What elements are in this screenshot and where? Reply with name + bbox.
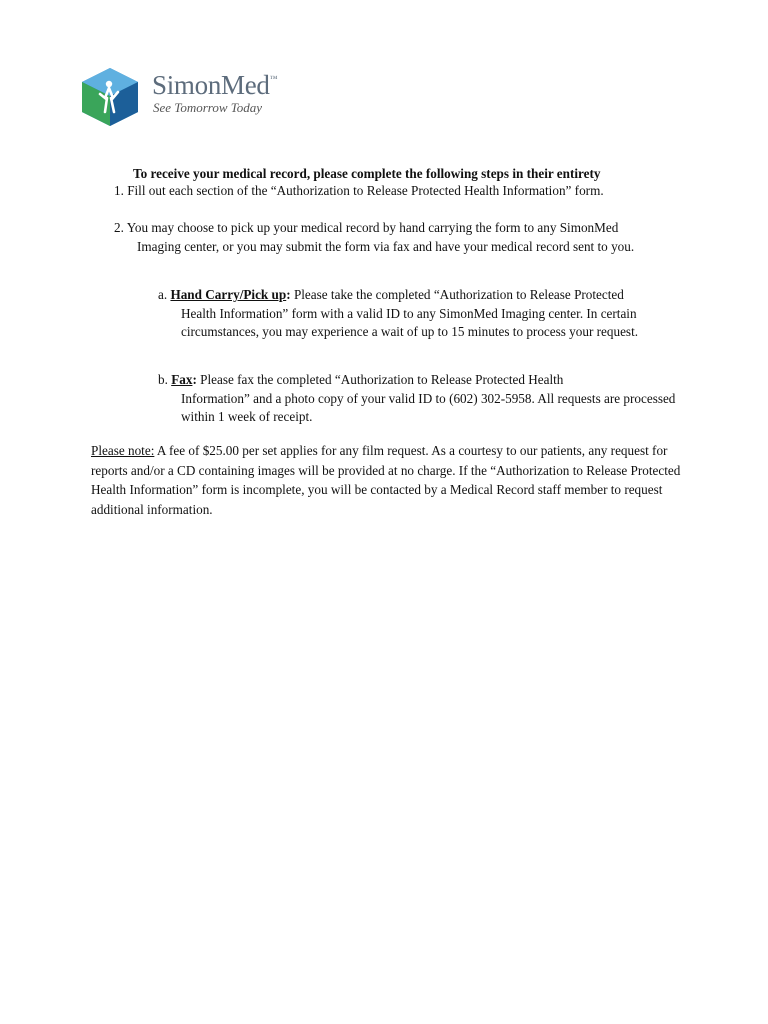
substep-a (158, 286, 682, 342)
step-1-marker: 1. (114, 183, 124, 198)
step-2 (114, 219, 674, 256)
substep-b-marker: b. (158, 372, 168, 387)
substep-b (158, 371, 682, 427)
step-2-line1: You may choose to pick up your medical record by hand carrying the form to any SimonMed (126, 220, 619, 235)
substep-b-line1: Please fax the completed “Authorization to Release Protected Health (196, 372, 564, 387)
substep-b-rest: Information” and a photo copy of your valid ID to (602) 302-5958. All requests are processed within 1 week of receipt. (181, 390, 676, 424)
step-1-text: Fill out each section of the “Authorization to Release Protected Health Information” form. (127, 183, 604, 198)
note-label: Please note: (91, 443, 155, 458)
logo-tagline: See Tomorrow Today (153, 100, 263, 115)
substep-a-rest: Health Information” form with a valid ID to any SimonMed Imaging center. In certain circumstances, you may experience a wait of up to 15 minutes to process your request. (181, 305, 639, 339)
step-2-rest: Imaging center, or you may submit the form via fax and have your medical record sent to you. (137, 238, 635, 254)
substep-a-label: Hand Carry/Pick up (170, 287, 287, 302)
substep-b-label: Fax (171, 372, 193, 387)
instructions-heading: To receive your medical record, please complete the following steps in their entirety (133, 166, 601, 181)
substep-a-colon: : (286, 287, 291, 302)
substep-a-marker: a. (158, 287, 168, 302)
step-2-marker: 2. (114, 220, 124, 235)
logo-wordmark: SimonMed™ (152, 70, 278, 100)
simonmed-logo (78, 64, 298, 130)
step-1 (114, 182, 604, 201)
substep-b-colon: : (192, 372, 197, 387)
note-text: A fee of $25.00 per set applies for any film request. As a courtesy to our patients, any request for reports and/or a CD containing images will be provided at no charge. If the “Authorization to Release Protected Health Information” form is incomplete, you will be contacted by a Medical Record staff member to request additional information. (91, 443, 681, 517)
substep-a-line1: Please take the completed “Authorization to Release Protected (290, 287, 624, 302)
fee-note (91, 441, 681, 519)
cube-figure-icon (78, 64, 142, 128)
